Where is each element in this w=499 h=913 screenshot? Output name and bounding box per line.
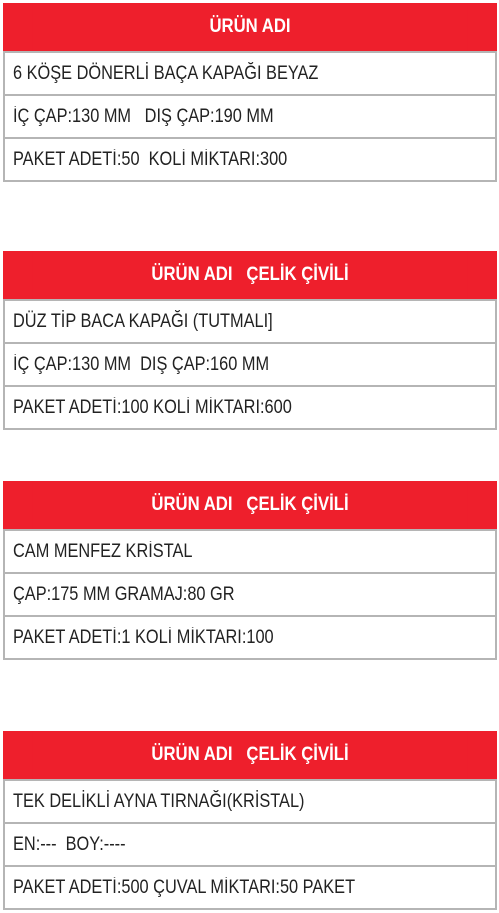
product-card-3: [3, 481, 497, 660]
product-card-2: [3, 251, 497, 430]
product-name-text: CAM MENFEZ KRİSTAL: [13, 540, 193, 562]
card-header: [3, 731, 497, 779]
dimension-text: EN:--- BOY:----: [13, 833, 126, 855]
card-details: [3, 529, 497, 660]
card-header: [3, 251, 497, 299]
product-name-row: [5, 51, 495, 94]
diameter-text: ÇAP:175 MM GRAMAJ:80 GR: [13, 583, 235, 605]
card-details: [3, 51, 497, 182]
card-header-title: ÜRÜN ADI ÇELİK ÇİVİLİ: [33, 251, 468, 299]
diameter-row: [5, 342, 495, 385]
package-text: PAKET ADETİ:100 KOLİ MİKTARI:600: [13, 396, 292, 418]
product-name-row: [5, 299, 495, 342]
card-header-title: ÜRÜN ADI: [33, 3, 468, 51]
diameter-text: İÇ ÇAP:130 MM DIŞ ÇAP:190 MM: [13, 105, 274, 127]
product-card-1: [3, 3, 497, 182]
package-row: [5, 615, 495, 658]
diameter-row: [5, 94, 495, 137]
package-row: [5, 137, 495, 180]
product-card-4: [3, 731, 497, 910]
card-header-title: ÜRÜN ADI ÇELİK ÇİVİLİ: [33, 731, 468, 779]
product-name-row: [5, 529, 495, 572]
card-header: [3, 3, 497, 51]
dimension-row: [5, 822, 495, 865]
card-header: [3, 481, 497, 529]
card-details: [3, 779, 497, 910]
package-row: [5, 385, 495, 428]
product-name-text: 6 KÖŞE DÖNERLİ BAÇA KAPAĞI BEYAZ: [13, 62, 319, 84]
diameter-text: İÇ ÇAP:130 MM DIŞ ÇAP:160 MM: [13, 353, 270, 375]
product-name-text: DÜZ TİP BACA KAPAĞI (TUTMALI]: [13, 310, 273, 332]
diameter-row: [5, 572, 495, 615]
product-name-row: [5, 779, 495, 822]
package-text: PAKET ADETİ:1 KOLİ MİKTARI:100: [13, 626, 274, 648]
card-header-title: ÜRÜN ADI ÇELİK ÇİVİLİ: [33, 481, 468, 529]
package-row: [5, 865, 495, 908]
package-text: PAKET ADETİ:50 KOLİ MİKTARI:300: [13, 148, 288, 170]
package-text: PAKET ADETİ:500 ÇUVAL MİKTARI:50 PAKET: [13, 876, 356, 898]
product-name-text: TEK DELİKLİ AYNA TIRNAĞI(KRİSTAL): [13, 790, 305, 812]
card-details: [3, 299, 497, 430]
